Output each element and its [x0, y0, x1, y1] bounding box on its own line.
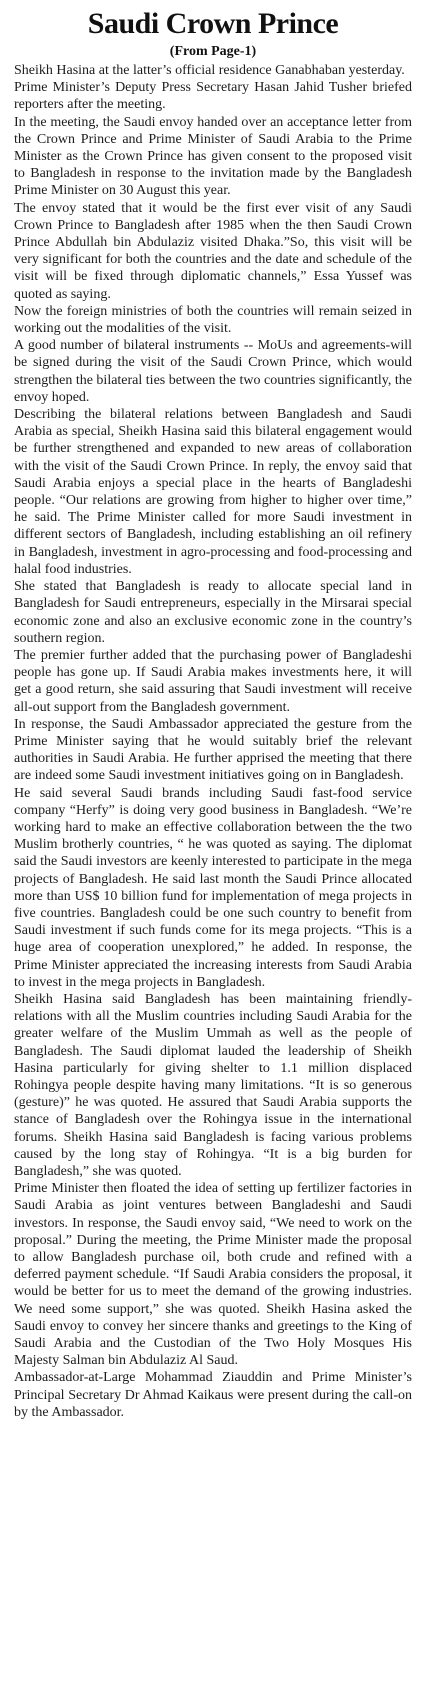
- article-paragraph: Ambassador-at-Large Mohammad Ziauddin and Prime Minister’s Principal Secretary Dr Ahmad Kaikaus were present during the call-on by the Ambassador.: [14, 1370, 412, 1420]
- article-paragraph: Prime Minister then floated the idea of setting up fertilizer factories in Saudi Arabia as joint ventures between Bangladeshi and Saudi investors. In response, the Saudi envoy said, “We need to work on the proposal.” During the meeting, the Prime Minister made the proposal to allow Bangladesh purchase oil, both crude and refined with a deferred payment schedule. “If Saudi Arabia considers the proposal, it would be better for us to meet the demand of the growing industries. We need some support,” she was quoted. Sheikh Hasina asked the Saudi envoy to convey her sincere thanks and greetings to the King of Saudi Arabia and the Custodian of the Two Holy Mosques His Majesty Salman bin Abdulaziz Al Saud.: [14, 1181, 412, 1369]
- article-paragraph: In the meeting, the Saudi envoy handed over an acceptance letter from the Crown Prince and Prime Minister of Saudi Arabia to the Prime Minister as the Crown Prince has given consent to the proposed visit to Bangladesh in response to the invitation made by the Bangladesh Prime Minister on 30 August this year.: [14, 114, 412, 199]
- news-article: [14, 6, 412, 1421]
- article-paragraph: Now the foreign ministries of both the countries will remain seized in working out the modalities of the visit.: [14, 303, 412, 337]
- article-paragraph: Describing the bilateral relations between Bangladesh and Saudi Arabia as special, Sheikh Hasina said this bilateral engagement would be further strengthened and expanded to new areas of collaboration with the visit of the Saudi Crown Prince. In reply, the envoy said that Saudi Arabia enjoys a special place in the hearts of Bangladeshi people. “Our relations are growing from higher to higher over time,” he said. The Prime Minister called for more Saudi investment in different sectors of Bangladesh, including establishing an oil refinery in Bangladesh, investment in agro-processing and food-processing and halal food industries.: [14, 407, 412, 577]
- continuation-kicker: (From Page-1): [169, 44, 257, 59]
- article-body: [14, 62, 412, 1421]
- article-headline: Saudi Crown Prince: [87, 7, 339, 40]
- article-paragraph: In response, the Saudi Ambassador appreciated the gesture from the Prime Minister saying that he would suitably brief the relevant authorities in Saudi Arabia. He further apprised the meeting that there are indeed some Saudi investment initiatives going on in Bangladesh.: [14, 716, 412, 784]
- article-paragraph: Sheikh Hasina said Bangladesh has been maintaining friendly-relations with all the Muslim countries including Saudi Arabia for the greater welfare of the Muslim Ummah as well as the people of Bangladesh. The Saudi diplomat lauded the leadership of Sheikh Hasina particularly for giving shelter to 1.1 million displaced Rohingya people despite having many limitations. “It is so generous (gesture)” he was quoted. He assured that Saudi Arabia supports the stance of Bangladesh over the Rohingya issue in the international forums. Sheikh Hasina said Bangladesh is facing various problems caused by the long stay of Rohingya. “It is a big burden for Bangladesh,” she was quoted.: [14, 991, 412, 1179]
- article-paragraph: Sheikh Hasina at the latter’s official residence Ganabhaban yesterday.: [14, 63, 405, 78]
- article-paragraph: The envoy stated that it would be the first ever visit of any Saudi Crown Prince to Bangladesh after 1985 when the then Saudi Crown Prince Abdullah bin Abdulaziz visited Dhaka.”So, this visit will be very significant for both the countries and the date and schedule of the visit will be fixed through diplomatic channels,” Essa Yussef was quoted as saying.: [14, 200, 412, 302]
- article-paragraph: He said several Saudi brands including Saudi fast-food service company “Herfy” is doing very good business in Bangladesh. “We’re working hard to make an effective collaboration between the the two Muslim brotherly countries, “ he was quoted as saying. The diplomat said the Saudi investors are keenly interested to participate in the mega projects of Bangladesh. He said last month the Saudi Prince allocated more than US$ 10 billion fund for implementation of mega projects in five countries. Bangladesh could be one such country to benefit from Saudi investment if such funds come for its mega projects. “This is a huge area of cooperation unexplored,” he added. In response, the Prime Minister appreciated the increasing interests from Saudi Arabia to invest in the mega projects in Bangladesh.: [14, 785, 412, 990]
- article-paragraph: She stated that Bangladesh is ready to allocate special land in Bangladesh for Saudi entrepreneurs, especially in the Mirsarai special economic zone and also an exclusive economic zone in the country’s southern region.: [14, 579, 412, 646]
- article-paragraph: Prime Minister’s Deputy Press Secretary Hasan Jahid Tusher briefed reporters after the meeting.: [14, 80, 412, 113]
- article-paragraph: A good number of bilateral instruments -- MoUs and agreements-will be signed during the visit of the Saudi Crown Prince, which would strengthen the bilateral ties between the two countries significantly, the envoy hoped.: [14, 338, 412, 405]
- article-paragraph: The premier further added that the purchasing power of Bangladeshi people has gone up. If Saudi Arabia makes investments here, it will get a good return, she said assuring that Saudi investment will receive all-out support from the Bangladesh government.: [14, 647, 412, 715]
